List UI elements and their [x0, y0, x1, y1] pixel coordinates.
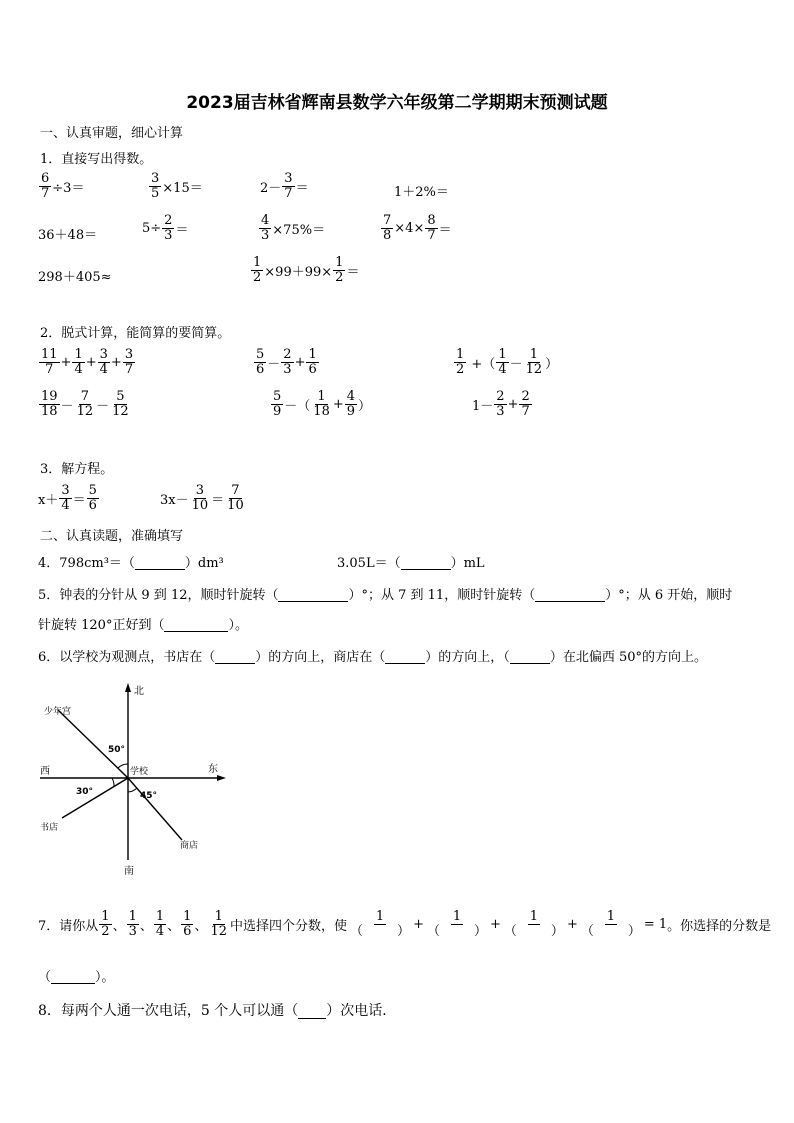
q2-expr-2: $\frac{5}{6}$ － $\frac{2}{3}$ + $\frac{1}{6}$: [256, 347, 317, 377]
blank-fraction-1: $\frac{1}{( )}$: [350, 909, 411, 939]
q4-part-a: 4．798cm³＝（ ）dm³: [38, 552, 224, 571]
section-1-heading: 一、认真审题，细心计算: [40, 126, 184, 141]
answer-blank[interactable]: [278, 586, 348, 602]
q3-label: 3．解方程。: [40, 462, 114, 477]
arc-30: [112, 778, 114, 786]
q1-item-5: 36＋48＝: [38, 228, 98, 243]
label-west: 西: [40, 766, 50, 777]
line-palace: [58, 710, 128, 778]
label-east: 东: [208, 764, 218, 775]
q1-label: 1．直接写出得数。: [40, 152, 153, 167]
fraction: $\frac{8}{7}$: [427, 213, 436, 243]
q7-line-1: 7．请你从 $\frac{1}{2}$ 、 $\frac{1}{3}$ 、 $\frac{1}{4}$ 、 $\frac{1}{6}$ 、 $\frac{1}{12}$ 中选择四个分数，使 $\frac{1}{( )}$ + $\frac{1}{( )}$ + $\frac{1}{( )}$ + $\frac{1}{( )}$ = 1 。你选择的分数是: [38, 909, 772, 939]
blank-fraction-3: $\frac{1}{( )}$: [503, 909, 564, 939]
answer-blank[interactable]: [215, 648, 255, 664]
q1-item-10: $\frac{1}{2}$ ×99＋99× $\frac{1}{2}$ ＝: [253, 255, 360, 285]
q4-part-b: 3.05L＝（ ）mL: [337, 552, 485, 571]
label-school: 学校: [130, 767, 149, 777]
fraction: $\frac{3}{7}$: [284, 171, 293, 201]
q5-line-1: 5．钟表的分针从 9 到 12，顺时针旋转（ ）°；从 7 到 11，顺时针旋转（ ）°；从 6 开始，顺时: [38, 584, 732, 603]
answer-blank[interactable]: [385, 648, 425, 664]
blank-fraction-2: $\frac{1}{( )}$: [426, 909, 487, 939]
q1-item-6: 5÷ $\frac{2}{3}$ ＝: [142, 213, 189, 243]
q1-item-1: $\frac{6}{7}$ ÷3＝: [41, 171, 85, 201]
q1-item-2: $\frac{3}{5}$ ×15＝: [151, 171, 203, 201]
line-shop: [128, 778, 182, 840]
east-arrow: [217, 775, 226, 781]
answer-blank[interactable]: [298, 1002, 326, 1019]
answer-blank[interactable]: [51, 968, 95, 984]
q1-item-3: 2－ $\frac{3}{7}$ ＝: [260, 171, 309, 201]
north-arrow: [125, 683, 131, 692]
blank-fraction-4: $\frac{1}{( )}$: [580, 909, 641, 939]
label-north: 北: [134, 686, 144, 697]
fraction: $\frac{6}{7}$: [41, 171, 50, 201]
label-shop: 商店: [180, 841, 199, 851]
fraction: $\frac{1}{2}$: [335, 255, 344, 285]
label-south: 南: [124, 866, 134, 877]
q3-eq-1: x＋ $\frac{3}{4}$ ＝ $\frac{5}{6}$: [38, 483, 97, 513]
fraction: $\frac{7}{8}$: [383, 213, 392, 243]
answer-blank[interactable]: [135, 554, 185, 570]
answer-blank[interactable]: [510, 648, 550, 664]
q2-expr-5: $\frac{5}{9}$ －（ $\frac{1}{18}$ + $\frac{4}{9}$ ）: [273, 389, 372, 419]
q1-item-8: $\frac{7}{8}$ ×4× $\frac{8}{7}$ ＝: [383, 213, 452, 243]
q2-expr-3: $\frac{1}{2}$ +（ $\frac{1}{4}$ － $\frac{1}{12}$ ）: [456, 347, 559, 377]
q2-expr-4: $\frac{19}{18}$ － $\frac{7}{12}$ － $\frac{5}{12}$: [41, 389, 129, 419]
label-angle-50: 50°: [108, 745, 126, 755]
label-palace: 少年宫: [44, 707, 72, 717]
page-title: 2023届吉林省辉南县数学六年级第二学期期末预测试题: [186, 93, 608, 113]
label-angle-45: 45°: [140, 791, 158, 801]
fraction: $\frac{1}{2}$: [253, 255, 262, 285]
q2-expr-6: 1－ $\frac{2}{3}$ + $\frac{2}{7}$: [472, 389, 530, 419]
fraction: $\frac{4}{3}$: [261, 213, 270, 243]
q1-item-9: 298＋405≈: [38, 270, 112, 285]
fraction: $\frac{3}{5}$: [151, 171, 160, 201]
line-bookstore: [62, 778, 128, 818]
answer-blank[interactable]: [164, 616, 228, 632]
fraction: $\frac{2}{3}$: [164, 213, 173, 243]
q1-item-4: 1＋2%＝: [394, 185, 449, 200]
q7-line-2: （ ）。: [38, 966, 115, 985]
section-2-heading: 二、认真读题，准确填写: [40, 529, 184, 544]
q1-item-7: $\frac{4}{3}$ ×75%＝: [261, 213, 326, 243]
label-bookstore: 书店: [40, 823, 59, 833]
answer-blank[interactable]: [401, 554, 451, 570]
q8-text: 8．每两个人通一次电话，5 个人可以通（ ）次电话．: [38, 1003, 397, 1019]
answer-blank[interactable]: [535, 586, 605, 602]
q2-expr-1: $\frac{11}{7}$ + $\frac{1}{4}$ + $\frac{3}{4}$ + $\frac{3}{7}$: [41, 347, 134, 377]
arc-45: [128, 788, 137, 792]
q2-label: 2．脱式计算，能简算的要简算。: [40, 326, 231, 341]
arc-50: [118, 764, 128, 768]
q5-line-2: 针旋转 120°正好到（ ）。: [38, 614, 248, 633]
q3-eq-2: 3x－ $\frac{3}{10}$ ＝ $\frac{7}{10}$: [160, 483, 244, 513]
direction-diagram: [36, 680, 236, 880]
label-angle-30: 30°: [76, 787, 94, 797]
q6-text: 6．以学校为观测点，书店在（ ）的方向上，商店在（ ）的方向上，（ ）在北偏西 50°的方向上。: [38, 646, 707, 665]
